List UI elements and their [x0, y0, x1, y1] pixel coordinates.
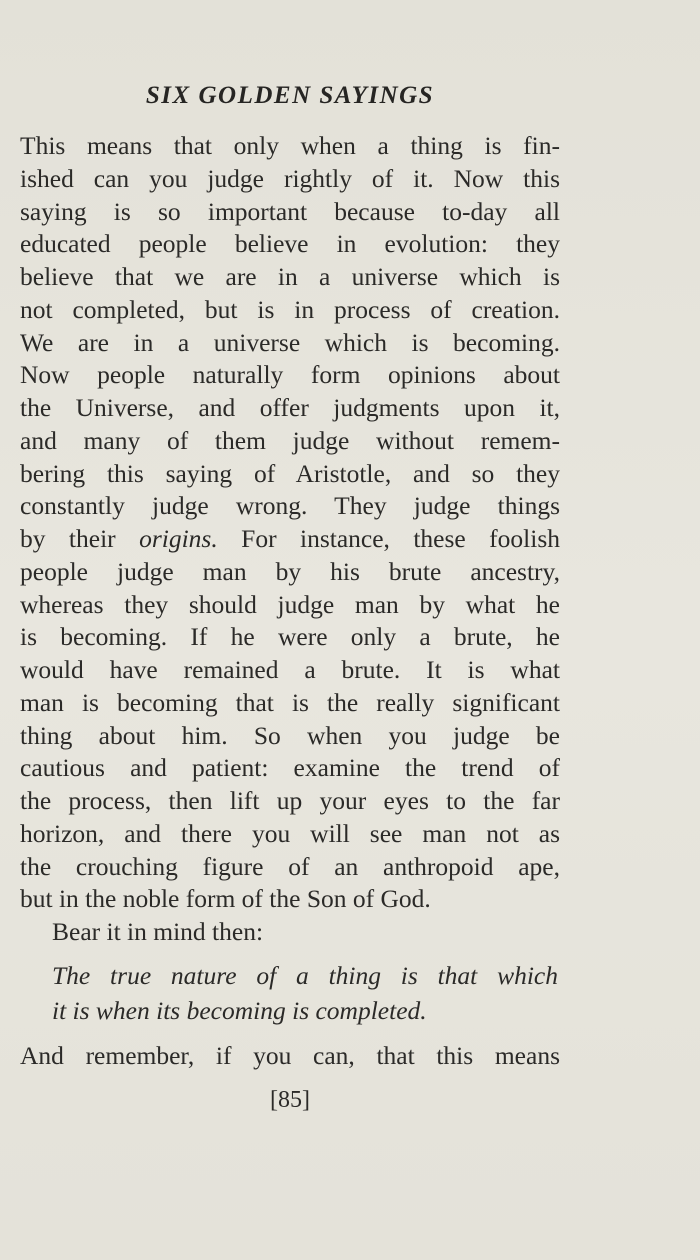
text-line: people judge man by his brute ancestry, — [20, 556, 560, 586]
text-line: the Universe, and offer judgments upon it, — [20, 393, 560, 422]
text-line: man is becoming that is the really significant — [20, 687, 560, 717]
text-line: saying is so important because to-day all — [20, 196, 560, 226]
page-number: [85] — [270, 1087, 310, 1113]
text-line: We are in a universe which is becoming. — [20, 327, 560, 357]
text-line: is becoming. If he were only a brute, he — [20, 622, 560, 652]
text-line: And remember, if you can, that this means — [20, 1041, 560, 1070]
text-line: bering this saying of Aristotle, and so they — [20, 458, 560, 488]
origins-after: For instance, these foolish — [217, 524, 560, 553]
text-line: the process, then lift up your eyes to the far — [20, 786, 560, 815]
origins-italic: origins. — [139, 524, 218, 553]
origins-before: by their — [20, 524, 140, 553]
text-line: Now people naturally form opinions about — [20, 360, 560, 390]
text-line: thing about him. So when you judge be — [20, 720, 560, 750]
text-line: cautious and patient: examine the trend of — [20, 753, 560, 783]
text-line: believe that we are in a universe which is — [20, 262, 560, 291]
text-line: would have remained a brute. It is what — [20, 655, 560, 684]
text-line: and many of them judge without remem- — [20, 425, 560, 455]
quote-line: it is when its becoming is completed. — [52, 996, 427, 1025]
indent-line: Bear it in mind then: — [52, 917, 264, 946]
text-line: ished can you judge rightly of it. Now this — [20, 163, 560, 193]
block-quote — [52, 958, 558, 1028]
text-line-origins — [20, 523, 560, 556]
text-line: horizon, and there you will see man not as — [20, 818, 560, 848]
text-line: the crouching figure of an anthropoid ape, — [20, 851, 560, 881]
closing-paragraph — [20, 1040, 560, 1073]
text-line: not completed, but is in process of creation. — [20, 294, 560, 324]
running-head: SIX GOLDEN SAYINGS — [145, 82, 435, 109]
text-line: educated people believe in evolution: they — [20, 229, 560, 259]
body-paragraph — [20, 130, 560, 949]
text-line: but in the noble form of the Son of God. — [20, 884, 431, 914]
text-line: whereas they should judge man by what he — [20, 589, 560, 619]
text-line: This means that only when a thing is fin- — [20, 131, 560, 160]
text-line: constantly judge wrong. They judge things — [20, 491, 560, 521]
quote-line: The true nature of a thing is that which — [52, 961, 558, 990]
